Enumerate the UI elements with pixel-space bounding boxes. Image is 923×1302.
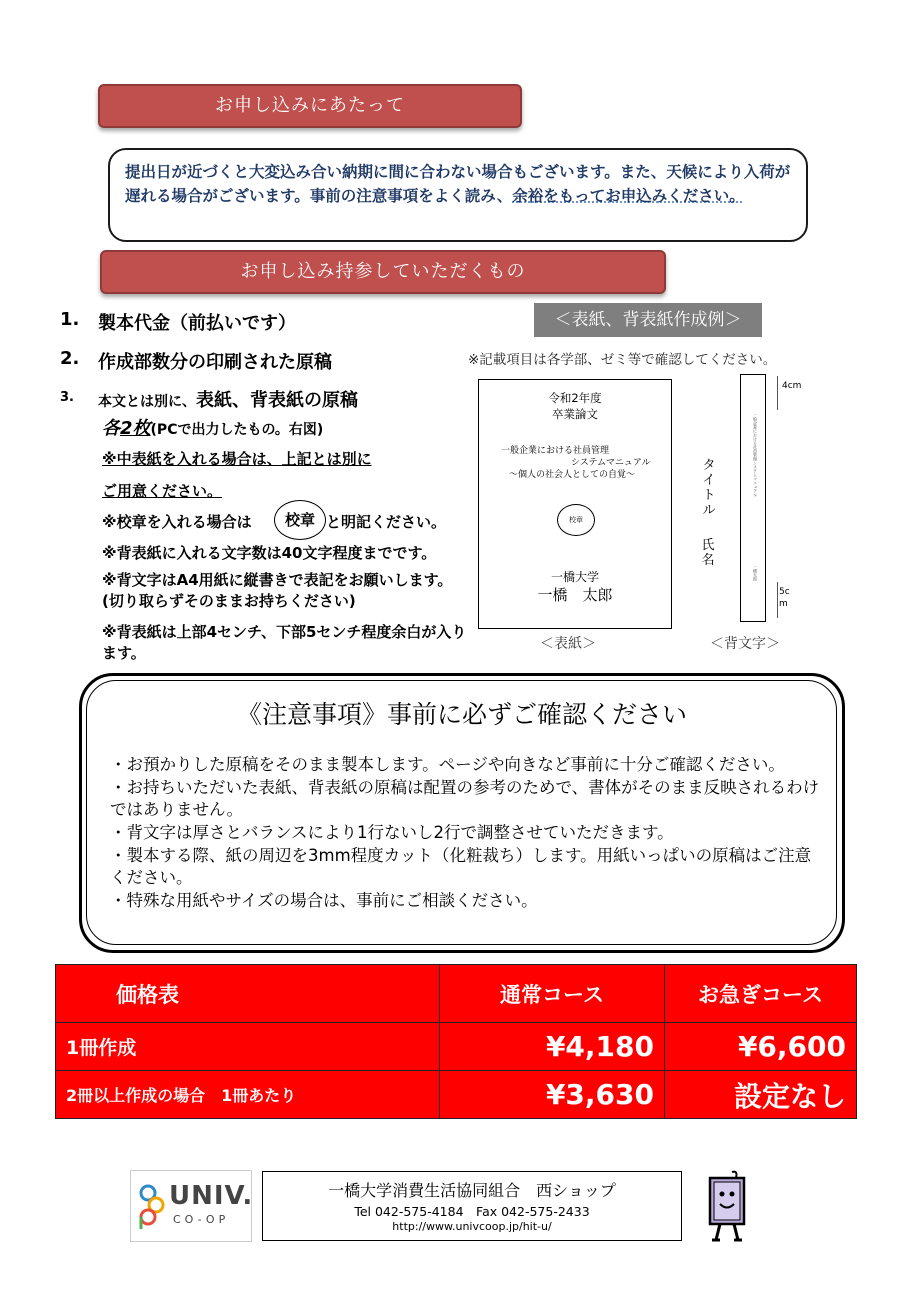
spine-bottom-bracket [773, 582, 778, 618]
item-number: 2. [60, 348, 80, 369]
item3-count: 各 [102, 418, 120, 439]
spine-name: 一橋太郎 [753, 565, 758, 581]
caution-item: ・お預かりした原稿をそのまま製本します。ページや向きなど事前に十分ご確認ください。 [110, 755, 785, 774]
example-label [534, 303, 762, 337]
section-bar-label: お申し込み持参していただくもの [240, 261, 526, 282]
item-number: 3. [60, 390, 74, 405]
logo-text: UNIV. [169, 1181, 254, 1211]
item-number: 1. [60, 309, 80, 330]
item3-count-num: 2枚 [120, 418, 151, 439]
sub-note: ※中表紙を入れる場合は、上記とは別に [102, 450, 372, 468]
item-text: 製本代金（前払いです） [98, 313, 296, 334]
coop-logo-mark [137, 1181, 167, 1231]
cover-year: 令和2年度 [548, 391, 602, 405]
contact-tel: Tel 042-575-4184 Fax 042-575-2433 [354, 1204, 590, 1219]
spine-top-margin: 4cm [782, 381, 802, 391]
sub-note: ご用意ください。 [102, 482, 223, 500]
spine-label-name-text: 氏名 [701, 538, 715, 568]
notice-text [125, 160, 793, 208]
caution-item: ・背文字は厚さとバランスにより1行ないし2行で調整させていただきます。 [110, 823, 674, 842]
org-name: 一橋大学消費生活協同組合 西ショップ [328, 1181, 616, 1200]
caution-title: 《注意事項》事前に必ずご確認ください [236, 700, 687, 729]
cover-emblem [557, 504, 595, 536]
caution-list [110, 754, 822, 912]
spine-title: 一般企業における社員管理システムマニュアル [753, 413, 758, 497]
example-note: ※記載項目は各学部、ゼミ等で確認してください。 [468, 352, 777, 368]
univ-coop-logo [130, 1170, 252, 1242]
cover-sample [478, 379, 672, 629]
caution-item: ・お持ちいただいた表紙、背表紙の原稿は配置の参考のためで、書体がそのまま反映されるわけではありません。 [110, 778, 820, 819]
price-normal: ¥3,630 [440, 1071, 665, 1119]
notice-main-text: 提出日が近づくと大変込み合い納期に間に合わない場合もございます。また、天候により入荷が遅れる場合がございます。事前の注意事項をよく読み、 [125, 163, 791, 205]
spine-label-name [700, 538, 716, 568]
spine-caption: ＜背文字＞ [710, 636, 780, 652]
logo-sub: CO-OP [173, 1213, 230, 1226]
cover-caption: ＜表紙＞ [540, 636, 596, 652]
item-text [98, 386, 358, 412]
item-text: 作成部数分の印刷された原稿 [98, 352, 332, 373]
spine-top-bracket [773, 376, 778, 410]
item3-count-line [102, 414, 323, 440]
caution-item: ・製本する際、紙の周辺を3mm程度カット（化粧裁ち）します。用紙いっぱいの原稿はご注意ください。 [110, 846, 812, 887]
cover-univ: 一橋大学 [550, 570, 599, 584]
notice-emphasis-text: 余裕をもってお申込みください。 [512, 187, 745, 205]
price-header-cell: 価格表 [56, 965, 440, 1023]
contact-url[interactable]: http://www.univcoop.jp/hit-u/ [392, 1220, 552, 1233]
sub-note: ※背表紙は上部4センチ、下部5センチ程度余白が入ります。 [102, 623, 467, 662]
caution-box [79, 673, 845, 953]
sub-note: ※背表紙に入れる文字数は40文字程度までです。 [102, 544, 437, 562]
spine-label-title-text: タイトル [702, 458, 716, 518]
section-bar-application [98, 84, 522, 128]
price-header-cell: お急ぎコース [665, 965, 857, 1023]
cover-title1: 一般企業における社員管理 [501, 446, 610, 456]
price-header-row [56, 965, 857, 1023]
sub-note: と明記ください。 [326, 513, 447, 531]
cover-type: 卒業論文 [552, 407, 598, 421]
price-normal: ¥4,180 [440, 1023, 665, 1071]
contact-box [262, 1171, 682, 1241]
price-row [56, 1023, 857, 1071]
price-row-label: 1冊作成 [56, 1023, 440, 1071]
item3-text: 本文とは別に、 [98, 394, 196, 410]
sub-note: ※校章を入れる場合は [102, 513, 252, 531]
cover-name: 一橋 太郎 [537, 586, 613, 604]
cover-title2: システムマニュアル [571, 458, 651, 468]
cover-subtitle: ～個人の社会人としての自覚～ [509, 470, 636, 480]
item3-note: (PCで出力したもの。右図) [150, 422, 324, 438]
sub-note: ※背文字はA4用紙に縦書きで表記をお願いします。(切り取らずそのままお持ちください) [102, 571, 453, 610]
mascot-icon [702, 1168, 752, 1246]
spine-bottom-margin: 5cm [779, 587, 790, 609]
emblem-oval [274, 500, 326, 540]
price-express: 設定なし [665, 1071, 857, 1119]
price-row [56, 1071, 857, 1119]
price-header-cell: 通常コース [440, 965, 665, 1023]
price-express: ¥6,600 [665, 1023, 857, 1071]
caution-item: ・特殊な用紙やサイズの場合は、事前にご相談ください。 [110, 891, 538, 910]
example-label-text: ＜表紙、背表紙作成例＞ [554, 310, 742, 330]
cover-emblem-label: 校章 [569, 516, 583, 524]
emblem-label: 校章 [284, 511, 315, 529]
spine-label-title [700, 458, 718, 518]
section-bar-items [100, 250, 666, 294]
price-row-label: 2冊以上作成の場合 1冊あたり [56, 1071, 440, 1119]
section-bar-label: お申し込みにあたって [215, 95, 405, 116]
price-table [55, 964, 857, 1119]
spine-sample [740, 374, 766, 622]
item3-text-big: 表紙、背表紙の原稿 [196, 390, 358, 411]
notice-box [108, 148, 808, 242]
